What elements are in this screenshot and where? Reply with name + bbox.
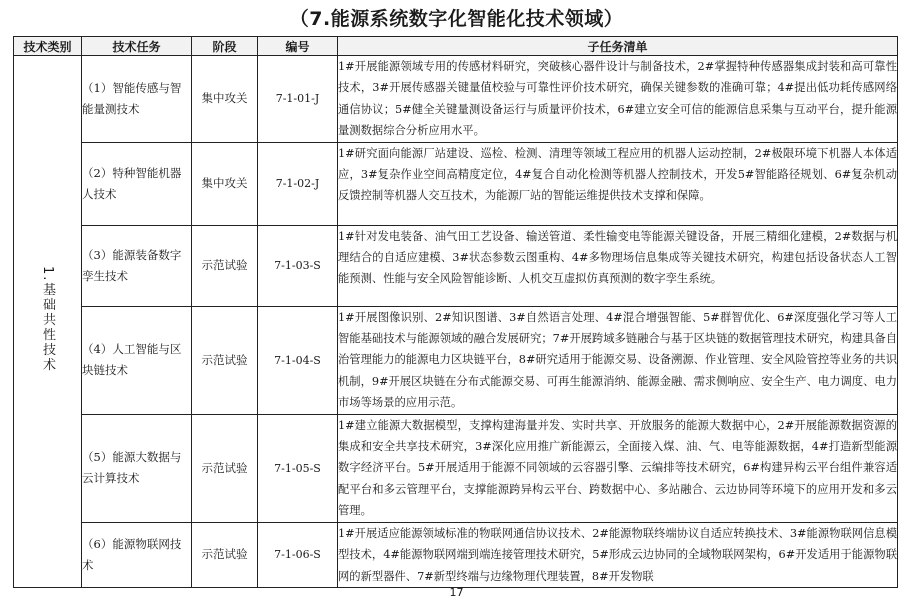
- table-row: [14, 142, 898, 225]
- task-stage: 集中攻关: [192, 56, 258, 143]
- header-code: 编号: [258, 37, 338, 56]
- category-cell: [14, 56, 82, 588]
- task-name: （1）智能传感与智能量测技术: [82, 56, 192, 143]
- task-name: （3）能源装备数字孪生技术: [82, 225, 192, 306]
- task-subtasks: 1#针对发电装备、油气田工艺设备、输送管道、柔性输变电等能源关键设备，开展三精细化建模，2#数据与机理结合的自适应建模、3#状态参数云图重构、4#多物理场信息集成等关键技术研究，构建包括设备状态人工智能预测、性能与安全风险智能诊断、人机交互虚拟仿真预测的数字孪生系统。: [338, 225, 898, 306]
- page-title: （7.能源系统数字化智能化技术领域）: [289, 8, 624, 30]
- task-code: 7-1-03-S: [258, 225, 338, 306]
- task-name: （4）人工智能与区块链技术: [82, 306, 192, 414]
- task-stage: 示范试验: [192, 225, 258, 306]
- task-name: （2）特种智能机器人技术: [82, 142, 192, 225]
- task-stage: 示范试验: [192, 414, 258, 522]
- task-table: [13, 36, 898, 588]
- task-subtasks: 1#开展图像识别、2#知识图谱、3#自然语言处理、4#混合增强智能、5#群智优化、6#深度强化学习等人工智能基础技术与能源领域的融合发展研究；7#开展跨域多链融合与基于区块链的数据管理技术研究，构建具备自治管理能力的能源电力区块链平台，8#研究适用于能源交易、设备溯源、作业管理、安全风险管控等业务的共识机制，9#开展区块链在分布式能源交易、可再生能源消纳、能源金融、需求侧响应、安全生产、电力调度、电力市场等场景的应用示范。: [338, 306, 898, 414]
- header-task: 技术任务: [82, 37, 192, 56]
- category-label: 1.基础共性技术: [40, 266, 55, 373]
- table-row: [14, 414, 898, 522]
- task-subtasks: 1#研究面向能源厂站建设、巡检、检测、清理等领域工程应用的机器人运动控制，2#极限环境下机器人本体适应，3#复杂作业空间高精度定位，4#复合自动化检测等机器人控制技术，开发5#智能路径规划、6#复杂机动反馈控制等机器人交互技术，为能源厂站的智能运维提供技术支撑和保障。: [338, 142, 898, 225]
- task-name: （6）能源物联网技术: [82, 522, 192, 587]
- table-row: [14, 522, 898, 587]
- task-name: （5）能源大数据与云计算技术: [82, 414, 192, 522]
- task-code: 7-1-01-J: [258, 56, 338, 143]
- table-row: [14, 56, 898, 143]
- table-row: [14, 306, 898, 414]
- task-code: 7-1-02-J: [258, 142, 338, 225]
- page-number: 17: [449, 586, 464, 599]
- header-category: 技术类别: [14, 37, 82, 56]
- header-stage: 阶段: [192, 37, 258, 56]
- header-subtasks: 子任务清单: [338, 37, 898, 56]
- task-subtasks: 1#开展能源领域专用的传感材料研究，突破核心器件设计与制备技术，2#掌握特种传感器集成封装和高可靠性技术，3#开展传感器关键量值校验与可靠性评价技术研究，确保关键参数的准确可靠；4#提出低功耗传感网络通信协议；5#健全关键量测设备运行与质量评价技术，6#建立安全可信的能源信息采集与互动平台，提升能源量测数据综合分析应用水平。: [338, 56, 898, 143]
- task-stage: 示范试验: [192, 522, 258, 587]
- table-row: [14, 225, 898, 306]
- task-subtasks: 1#开展适应能源领域标准的物联网通信协议技术、2#能源物联终端协议自适应转换技术、3#能源物联网信息模型技术，4#能源物联网端到端连接管理技术研究，5#形成云边协同的全域物联网架构，6#开发适用于能源物联网的新型器件、7#新型终端与边缘物理代理装置，8#开发物联: [338, 522, 898, 587]
- table-header-row: [14, 37, 898, 56]
- task-stage: 示范试验: [192, 306, 258, 414]
- task-stage: 集中攻关: [192, 142, 258, 225]
- task-subtasks: 1#建立能源大数据模型，支撑构建海量并发、实时共享、开放服务的能源大数据中心，2#开展能源数据资源的集成和安全共享技术研究，3#深化应用推广新能源云，全面接入煤、油、气、电等能源数据，4#打造新型能源数字经济平台。5#开展适用于能源不同领域的云容器引擎、云编排等技术研究，6#构建异构云平台组件兼容适配平台和多云管理平台，支撑能源跨异构云平台、跨数据中心、多站融合、云边协同等环境下的应用开发和多云管理。: [338, 414, 898, 522]
- task-code: 7-1-05-S: [258, 414, 338, 522]
- task-code: 7-1-04-S: [258, 306, 338, 414]
- task-code: 7-1-06-S: [258, 522, 338, 587]
